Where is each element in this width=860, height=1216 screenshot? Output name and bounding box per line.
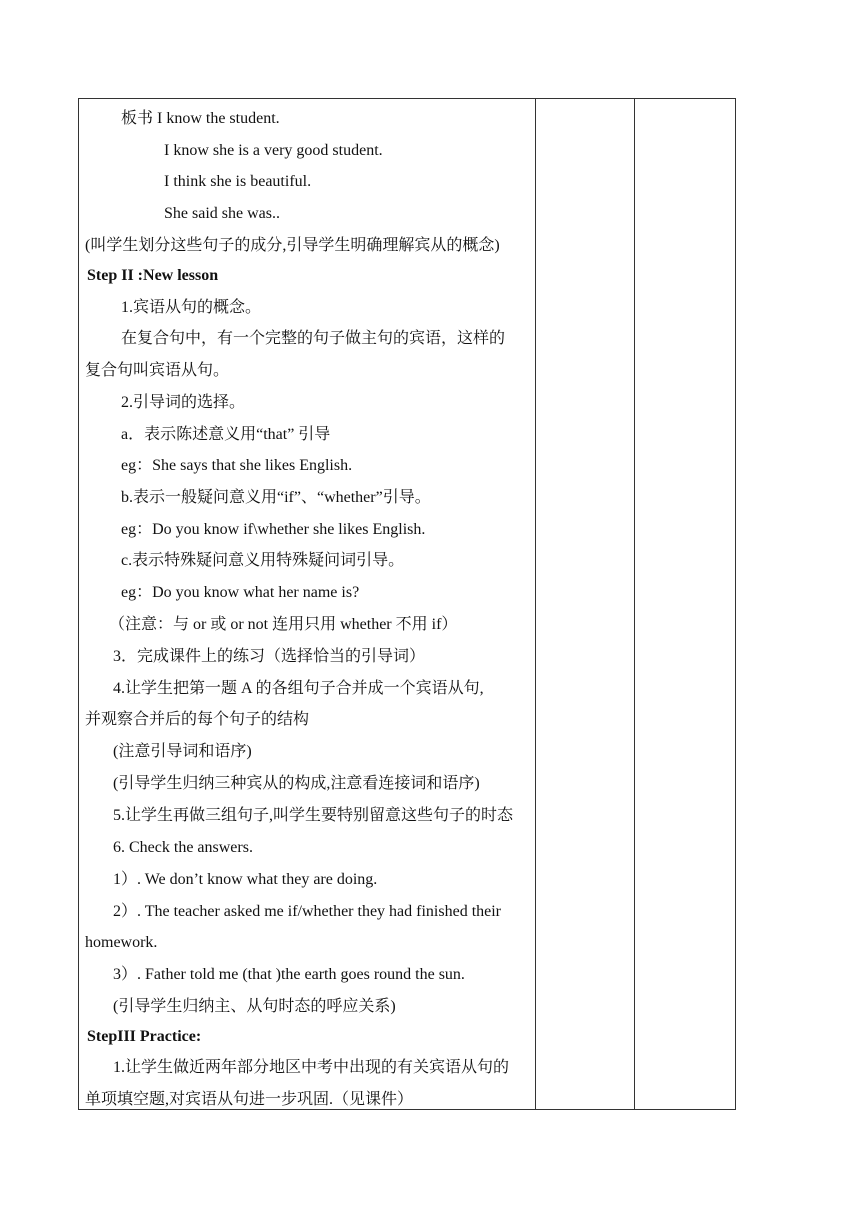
text-line: eg：Do you know what her name is?: [121, 584, 360, 601]
text-line: 2.引导词的选择。: [121, 394, 246, 411]
text-line: 5.让学生再做三组句子,叫学生要特别留意这些句子的时态: [113, 807, 514, 824]
text-line: 单项填空题,对宾语从句进一步巩固.（见课件）: [85, 1091, 414, 1108]
text-line: I know she is a very good student.: [164, 142, 383, 159]
text-line: (注意引导词和语序): [113, 743, 252, 760]
text-line: (引导学生归纳三种宾从的构成,注意看连接词和语序): [113, 775, 480, 792]
section-heading: StepIII Practice:: [87, 1028, 202, 1045]
text-line: 6. Check the answers.: [113, 839, 253, 856]
text-line: b.表示一般疑问意义用“if”、“whether”引导。: [121, 489, 431, 506]
text-line: a．表示陈述意义用“that” 引导: [121, 426, 331, 443]
text-line: 2）. The teacher asked me if/whether they had finished their: [113, 903, 502, 920]
text-line: 并观察合并后的每个句子的结构: [85, 711, 310, 728]
text-line: 3．完成课件上的练习（选择恰当的引导词）: [113, 648, 426, 665]
text-line: 在复合句中，有一个完整的句子做主句的宾语，这样的: [121, 330, 506, 347]
text-line: She said she was..: [164, 205, 280, 222]
column-divider: [634, 99, 635, 1109]
text-line: 1.让学生做近两年部分地区中考中出现的有关宾语从句的: [113, 1059, 510, 1076]
text-line: 复合句叫宾语从句。: [85, 362, 230, 379]
text-line: 1.宾语从句的概念。: [121, 299, 262, 316]
column-divider: [535, 99, 536, 1109]
text-line: 4.让学生把第一题 A 的各组句子合并成一个宾语从句,: [113, 680, 484, 697]
text-line: (引导学生归纳主、从句时态的呼应关系): [113, 998, 396, 1015]
text-line: 3）. Father told me (that )the earth goes round the sun.: [113, 966, 465, 983]
text-line: （注意：与 or 或 or not 连用只用 whether 不用 if）: [109, 616, 458, 633]
text-line: (叫学生划分这些句子的成分,引导学生明确理解宾从的概念): [85, 237, 500, 254]
section-heading: Step II :New lesson: [87, 267, 219, 284]
lesson-content-column: [79, 99, 535, 1109]
text-line: homework.: [85, 934, 158, 951]
text-line: c.表示特殊疑问意义用特殊疑问词引导。: [121, 552, 405, 569]
text-line: I think she is beautiful.: [164, 173, 312, 190]
text-line: eg：She says that she likes English.: [121, 457, 353, 474]
text-line: 1）. We don’t know what they are doing.: [113, 871, 378, 888]
text-line: 板书 I know the student.: [121, 110, 280, 127]
text-line: eg：Do you know if\whether she likes English.: [121, 521, 426, 538]
lesson-plan-table: [78, 98, 736, 1110]
